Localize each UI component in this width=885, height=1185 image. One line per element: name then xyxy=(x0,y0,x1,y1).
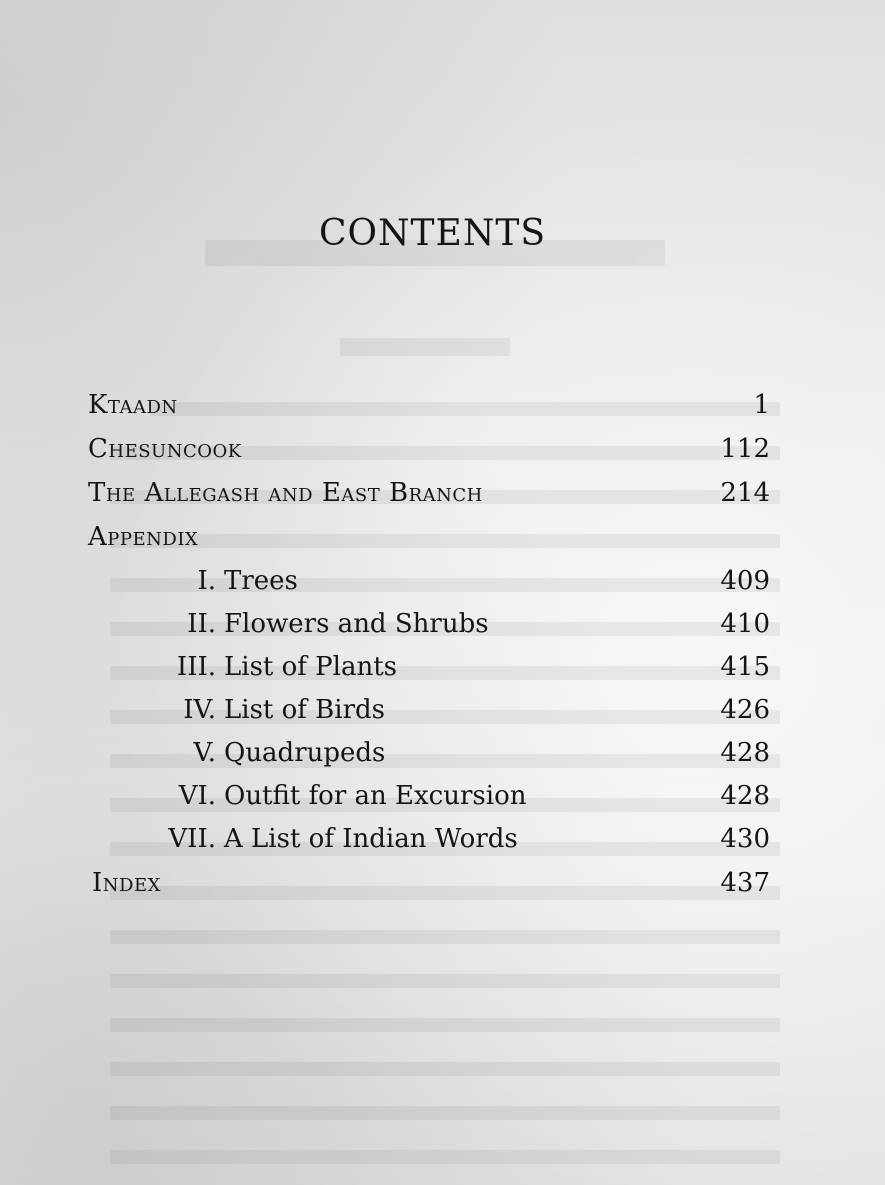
appendix-numeral: V. xyxy=(193,738,216,768)
toc-entry-page: 428 xyxy=(720,781,770,811)
appendix-title: Flowers and Shrubs xyxy=(224,609,489,639)
toc-appendix-item[interactable] xyxy=(88,566,770,606)
toc-entry-page: 410 xyxy=(720,609,770,639)
appendix-title: Quadrupeds xyxy=(224,738,386,768)
toc-entry-appendix[interactable] xyxy=(88,522,770,562)
toc-entry-label: Ktaadn xyxy=(88,390,178,420)
toc-entry-page: 428 xyxy=(720,738,770,768)
toc-entry-ktaadn[interactable] xyxy=(88,390,770,430)
toc-appendix-item[interactable] xyxy=(88,695,770,735)
appendix-numeral: IV. xyxy=(183,695,216,725)
toc-entry-page: 409 xyxy=(720,566,770,596)
toc-entry-page: 1 xyxy=(753,390,770,420)
toc-entry-page: 415 xyxy=(720,652,770,682)
toc-entry-page: 426 xyxy=(720,695,770,725)
toc-entry-chesuncook[interactable] xyxy=(88,434,770,474)
appendix-title: Outfit for an Excursion xyxy=(224,781,527,811)
appendix-title: Trees xyxy=(224,566,298,596)
toc-entry-label: Index xyxy=(92,868,161,898)
appendix-numeral: I. xyxy=(197,566,216,596)
toc-appendix-item[interactable] xyxy=(88,738,770,778)
toc-entry-page: 112 xyxy=(720,434,770,464)
toc-appendix-item[interactable] xyxy=(88,824,770,864)
appendix-title: List of Plants xyxy=(224,652,398,682)
appendix-title: List of Birds xyxy=(224,695,386,725)
appendix-numeral: III. xyxy=(176,652,216,682)
toc-appendix-item[interactable] xyxy=(88,652,770,692)
appendix-numeral: VI. xyxy=(178,781,216,811)
appendix-numeral: II. xyxy=(187,609,216,639)
toc-entry-label: Appendix xyxy=(88,522,199,552)
toc-appendix-item[interactable] xyxy=(88,609,770,649)
appendix-numeral: VII. xyxy=(168,824,216,854)
page-title: CONTENTS xyxy=(318,213,547,254)
toc-entry-index[interactable] xyxy=(88,868,770,908)
toc-entry-label: Chesuncook xyxy=(88,434,242,464)
toc-entry-allegash[interactable] xyxy=(88,478,770,518)
toc-entry-page: 214 xyxy=(720,478,770,508)
toc-appendix-item[interactable] xyxy=(88,781,770,821)
toc-entry-page: 437 xyxy=(720,868,770,898)
appendix-title: A List of Indian Words xyxy=(224,824,518,854)
toc-entry-page: 430 xyxy=(720,824,770,854)
toc-entry-label: The Allegash and East Branch xyxy=(88,478,483,508)
